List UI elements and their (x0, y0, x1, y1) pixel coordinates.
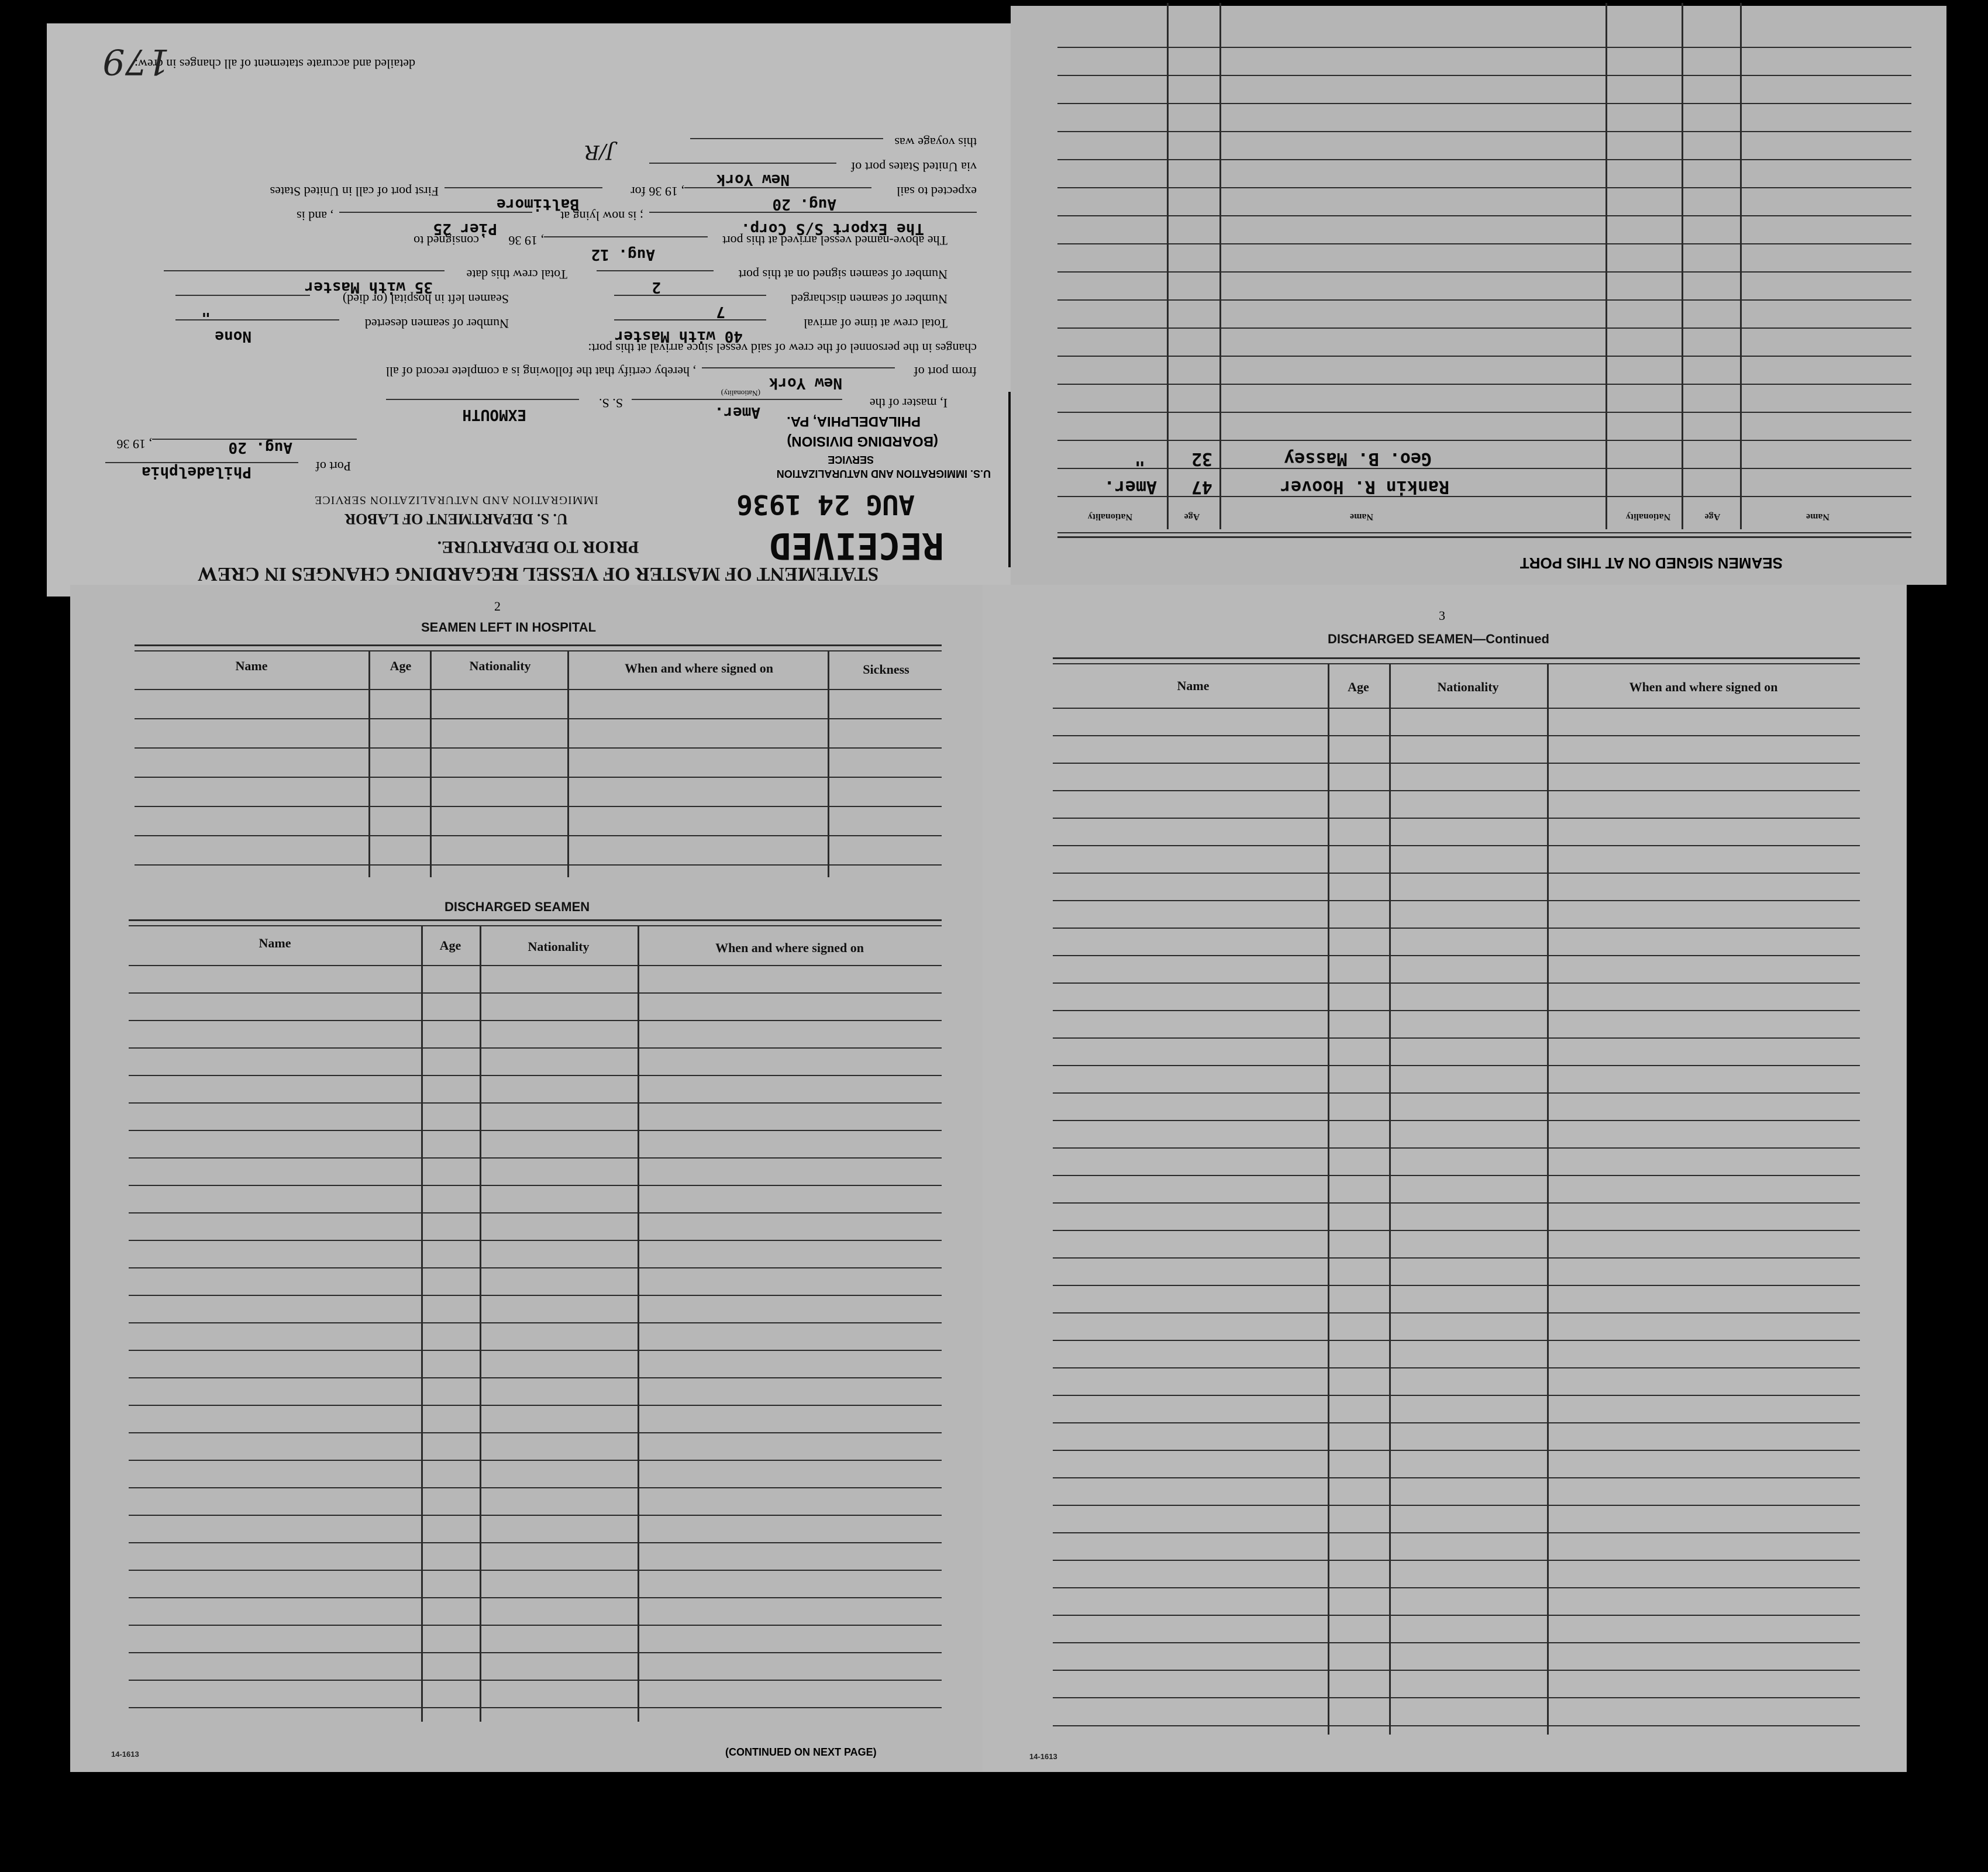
lying-label: ; is now lying at (560, 209, 643, 223)
initials-mark: J/R (584, 140, 614, 164)
page-3-sheet (983, 585, 1907, 1772)
via-label: via United States port of (850, 160, 977, 174)
signed-on-flipped (1011, 6, 1946, 585)
consigned-label: , consigned to (414, 233, 485, 248)
continued-note: (CONTINUED ON NEXT PAGE) (725, 1746, 877, 1758)
discharged-col-age: Age (439, 938, 461, 953)
year-value: , 19 36 (116, 437, 152, 451)
total-arrival-value: 40 with Master (614, 327, 743, 345)
pier-value: Pier 25 (433, 220, 497, 237)
service-name: IMMIGRATION AND NATURALIZATION SERVICE (314, 494, 598, 506)
col-age: Age (1704, 512, 1721, 522)
page-2-sheet (70, 585, 983, 1772)
received-stamp (684, 392, 1012, 567)
port-value: Philadelphia (142, 463, 251, 481)
arrived-value: Aug. 12 (591, 246, 655, 263)
destination-value: Baltimore (497, 195, 579, 213)
signed-on-sheet (1011, 6, 1946, 585)
signed-value: 2 (652, 278, 661, 296)
first-port-label: First port of call in United States (270, 184, 439, 199)
expected-label: expected to sail (897, 184, 977, 199)
sail-year: , 19 36 for (630, 184, 684, 199)
signed-label: Number of seamen signed on at this port (738, 267, 948, 282)
discharged-col-name: Name (259, 936, 291, 950)
signed-row-1-nationality: Amer. (1104, 477, 1157, 497)
nationality-caption: (Nationality) (721, 389, 760, 398)
hospital-col-age: Age (390, 659, 412, 673)
hospital-label: Seamen left in hospital (or died) (342, 292, 509, 306)
col-name-2: Name (1350, 512, 1373, 522)
discharged-col-nationality: Nationality (528, 939, 590, 954)
total-date-label: Total crew this date (466, 267, 567, 282)
department-name: U. S. DEPARTMENT OF LABOR (344, 511, 568, 528)
from-port-value: New York (769, 374, 842, 392)
master-prefix: I, master of the (869, 396, 948, 411)
sail-date-value: Aug. 20 (772, 195, 836, 213)
final-line: detailed and accurate statement of all changes in crew: (134, 57, 415, 71)
discharged-title: DISCHARGED SEAMEN (445, 899, 590, 914)
col-nationality: Nationality (1625, 512, 1671, 522)
arrived-year: , 19 36 (508, 233, 544, 248)
col-age-2: Age (1184, 512, 1200, 522)
deserted-label: Number of seamen deserted (364, 316, 509, 331)
hospital-title: SEAMEN LEFT IN HOSPITAL (421, 620, 597, 635)
consignee-value: The Export S/S Corp. (740, 220, 924, 237)
discharged-value: 7 (716, 303, 725, 320)
total-date-value: 35 with Master (304, 278, 433, 296)
file-number: 179 (102, 41, 170, 82)
signed-row-1-name: Rankin R. Hoover (1280, 477, 1449, 497)
and-is-text: , and is (297, 209, 333, 223)
statement-subtitle: PRIOR TO DEPARTURE. (437, 537, 639, 557)
discharged-label: Number of seamen discharged (791, 292, 948, 306)
hospital-col-signed: When and where signed on (625, 661, 773, 675)
hospital-col-sickness: Sickness (863, 662, 909, 677)
hospital-value: " (201, 302, 211, 319)
signed-row-1-age: 47 (1191, 477, 1212, 497)
signed-row-2-age: 32 (1191, 449, 1212, 469)
ss-label: S. S. (599, 396, 623, 411)
p3-col-age: Age (1348, 680, 1369, 694)
stamp-division: (BOARDING DIVISION) (787, 433, 938, 449)
hospital-col-name: Name (235, 659, 268, 673)
vessel-name: EXMOUTH (462, 406, 526, 423)
deserted-value: None (215, 327, 251, 345)
page-3-title: DISCHARGED SEAMEN—Continued (1328, 632, 1549, 646)
p3-col-name: Name (1177, 678, 1210, 693)
date-value: Aug. 20 (228, 439, 292, 456)
stamp-city: PHILADELPHIA, PA. (787, 413, 921, 429)
via-value: New York (716, 171, 790, 188)
voyage-label: this voyage was (894, 135, 977, 150)
col-name: Name (1806, 512, 1829, 522)
page-3-number: 3 (1439, 608, 1445, 623)
stamp-agency-1: U.S. IMMIGRATION AND NATURALIZATION (776, 468, 991, 480)
col-nationality-2: Nationality (1087, 512, 1133, 522)
statement-sheet (47, 23, 1012, 597)
arrived-label: The above-named vessel arrived at this port (722, 233, 948, 248)
statement-title: STATEMENT OF MASTER OF VESSEL REGARDING CHANGES IN CREW (197, 563, 879, 585)
changes-text: changes in the personnel of the crew of said vessel since arrival at this port: (588, 341, 977, 356)
from-port-label: from port of (914, 364, 977, 379)
stamp-title: RECEIVED (769, 525, 944, 567)
signed-row-2-name: Geo. B. Massey (1284, 449, 1432, 469)
nationality-value: Amer. (714, 404, 760, 421)
certify-text: , hereby certify that the following is a complete record of all (385, 364, 696, 379)
stamp-date: AUG 24 1936 (736, 489, 915, 520)
page-2-number: 2 (494, 599, 501, 613)
total-arrival-label: Total crew at time of arrival (804, 316, 948, 331)
p3-col-signed: When and where signed on (1629, 680, 1778, 694)
page-2-form-number: 14-1613 (111, 1750, 139, 1759)
discharged-col-signed: When and where signed on (715, 940, 864, 955)
page-3-form-number: 14-1613 (1029, 1752, 1057, 1761)
signed-row-2-nationality: " (1134, 449, 1145, 469)
signed-on-title: SEAMEN SIGNED ON AT THIS PORT (1520, 554, 1783, 572)
hospital-col-nationality: Nationality (469, 659, 531, 673)
stamp-agency-2: SERVICE (828, 454, 874, 466)
p3-col-nationality: Nationality (1437, 680, 1499, 694)
port-label: Port of (315, 459, 351, 474)
